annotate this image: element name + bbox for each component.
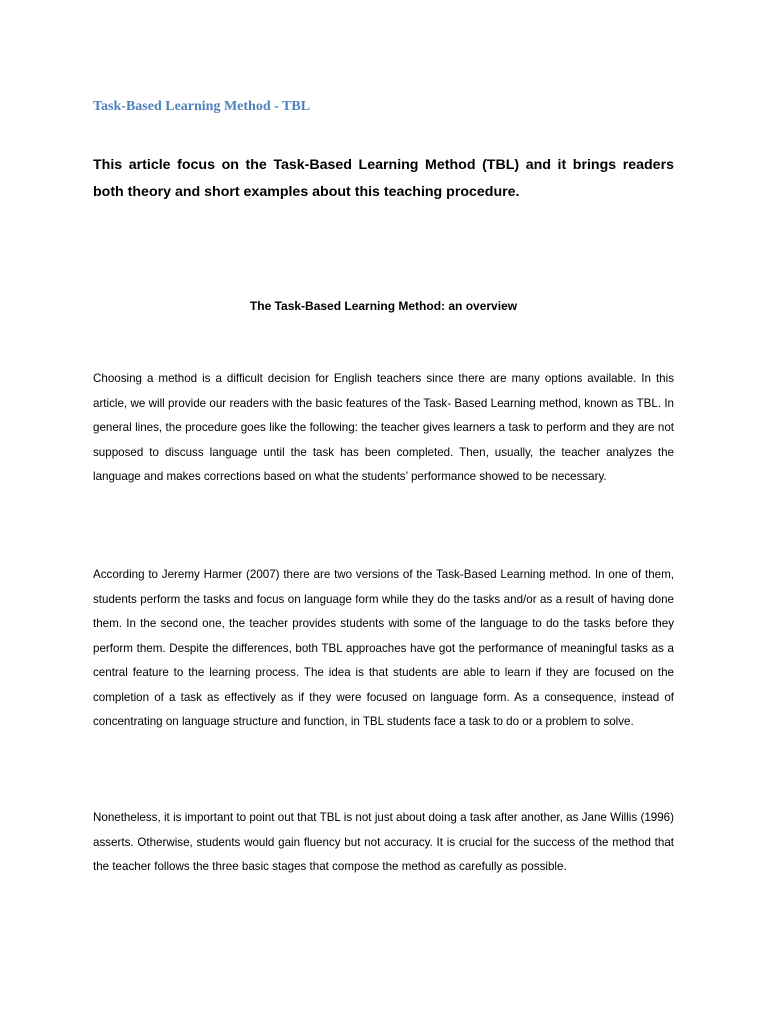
body-paragraph-3: Nonetheless, it is important to point out that TBL is not just about doing a task after another, as Jane Willis (1996) asserts. Otherwise, students would gain fluency but not accuracy. It is crucial for the success of the method that the teacher follows the three basic stages that compose the method as carefully as possible. xyxy=(93,811,674,873)
article-intro: This article focus on the Task-Based Learning Method (TBL) and it brings readers both theory and short examples about this teaching procedure. xyxy=(93,157,674,200)
body-paragraph-2: According to Jeremy Harmer (2007) there are two versions of the Task-Based Learning method. In one of them, students perform the tasks and focus on language form while they do the tasks and/or as a result of having done them. In the second one, the teacher provides students with some of the language to do the tasks before they perform them. Despite the differences, both TBL approaches have got the performance of meaningful tasks as a central feature to the learning process. The idea is that students are able to learn if they are focused on the completion of a task as effectively as if they were focused on language form. As a consequence, instead of concentrating on language structure and function, in TBL students face a task to do or a problem to solve. xyxy=(93,568,674,728)
section-heading: The Task-Based Learning Method: an overview xyxy=(249,299,518,313)
body-paragraph-1: Choosing a method is a difficult decision for English teachers since there are many options available. In this article, we will provide our readers with the basic features of the Task- Based Learning method, known as TBL. In general lines, the procedure goes like the following: the teacher gives learners a task to perform and they are not supposed to discuss language until the task has been completed. Then, usually, the teacher analyzes the language and makes corrections based on what the students’ performance showed to be necessary. xyxy=(93,372,674,483)
document-title: Task-Based Learning Method - TBL xyxy=(93,99,311,114)
